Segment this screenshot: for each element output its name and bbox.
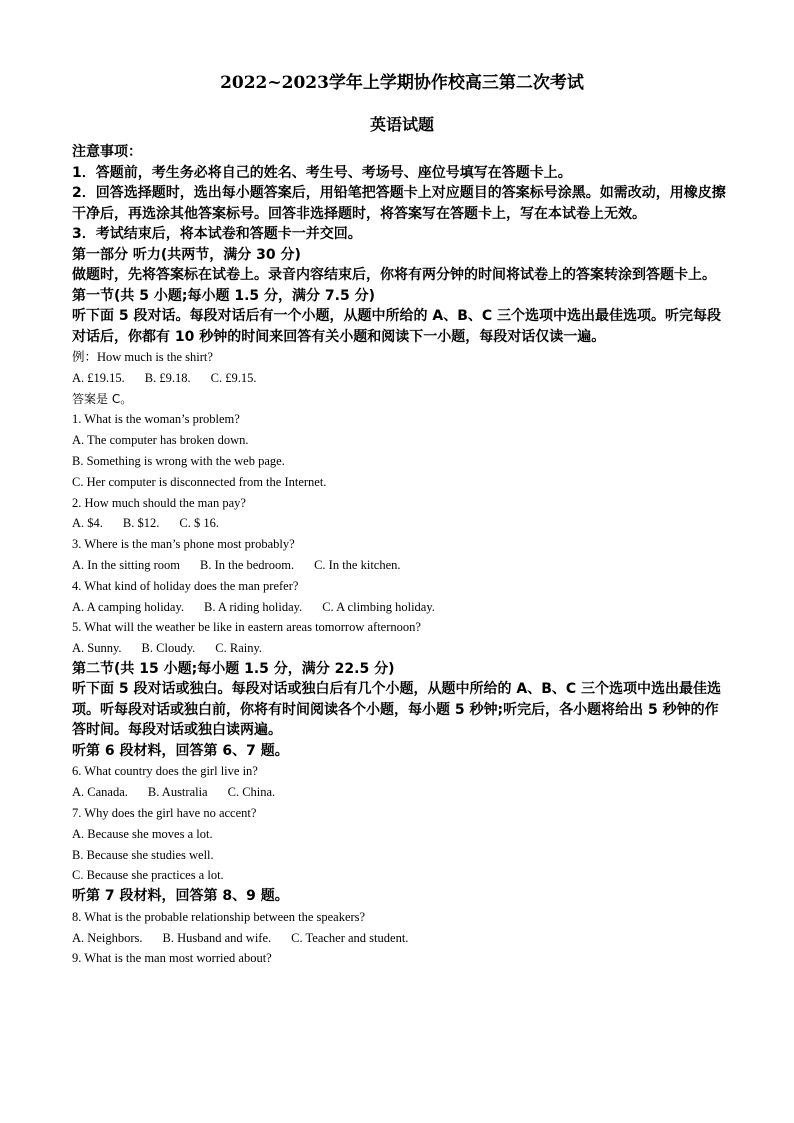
question-1-option-c: C. Her computer is disconnected from the Internet. xyxy=(72,474,327,489)
notes-item-2: 2．回答选择题时，选出每小题答案后，用铅笔把答题卡上对应题目的答案标号涂黑。如需改动，用橡皮擦干净后，再选涂其他答案标号。回答非选择题时，将答案写在答题卡上，写在本试卷上无效。 xyxy=(72,185,726,222)
example-option-b: B. £9.18. xyxy=(144,370,191,385)
example-options xyxy=(72,368,732,389)
question-5: 5. What will the weather be like in eastern areas tomorrow afternoon? xyxy=(72,620,421,635)
question-3-option-c: C. In the kitchen. xyxy=(314,557,401,572)
question-8-option-c: C. Teacher and student. xyxy=(291,930,409,945)
question-4-option-c: C. A climbing holiday. xyxy=(322,599,435,614)
question-9: 9. What is the man most worried about? xyxy=(72,951,272,966)
section1-heading: 第一节(共 5 小题;每小题 1.5 分，满分 7.5 分) xyxy=(72,287,375,304)
question-3-option-b: B. In the bedroom. xyxy=(199,557,295,572)
question-4-options xyxy=(72,597,732,618)
question-7: 7. Why does the girl have no accent? xyxy=(72,806,257,821)
section2-instruction: 听下面 5 段对话或独白。每段对话或独白后有几个小题，从题中所给的 A、B、C 三个选项中选出最佳选项。听每段对话或独白前，你将有时间阅读各个小题，每小题 5 秒钟;听完后，各小题将给出 5 秒钟的作答时间。每段对话或独白读两遍。 xyxy=(72,681,722,739)
question-3-option-a: A. In the sitting room xyxy=(72,557,180,572)
example-question: 例：How much is the shirt? xyxy=(72,350,213,364)
question-2-option-a: A. $4. xyxy=(72,516,103,531)
question-5-option-b: B. Cloudy. xyxy=(141,641,196,656)
notes-item-3: 3．考试结束后，将本试卷和答题卡一并交回。 xyxy=(72,226,362,242)
material-7-heading: 听第 7 段材料，回答第 8、9 题。 xyxy=(72,888,289,905)
part1-instruction: 做题时，先将答案标在试卷上。录音内容结束后，你将有两分钟的时间将试卷上的答案转涂到答题卡上。 xyxy=(72,267,716,283)
exam-page xyxy=(72,70,732,969)
material-6-heading: 听第 6 段材料，回答第 6、7 题。 xyxy=(72,742,289,759)
question-2-option-c: C. $ 16. xyxy=(179,516,219,531)
example-answer: 答案是 C。 xyxy=(72,391,133,406)
question-5-option-a: A. Sunny. xyxy=(72,641,122,656)
question-8-options xyxy=(72,928,732,949)
question-7-option-a: A. Because she moves a lot. xyxy=(72,826,213,841)
question-6-option-a: A. Canada. xyxy=(72,785,128,800)
section2-heading: 第二节(共 15 小题;每小题 1.5 分，满分 22.5 分) xyxy=(72,660,395,677)
question-1: 1. What is the woman’s problem? xyxy=(72,412,240,427)
question-7-option-c: C. Because she practices a lot. xyxy=(72,868,224,883)
question-8: 8. What is the probable relationship between the speakers? xyxy=(72,909,366,924)
question-7-option-b: B. Because she studies well. xyxy=(72,847,214,862)
question-5-option-c: C. Rainy. xyxy=(215,641,263,656)
question-1-option-b: B. Something is wrong with the web page. xyxy=(72,453,285,468)
page-subtitle: 英语试题 xyxy=(369,115,434,134)
question-8-option-b: B. Husband and wife. xyxy=(162,930,272,945)
section1-instruction: 听下面 5 段对话。每段对话后有一个小题，从题中所给的 A、B、C 三个选项中选出最佳选项。听完每段对话后，你都有 10 秒钟的时间来回答有关小题和阅读下一小题，每段对话仅读一遍。 xyxy=(72,308,722,345)
question-2: 2. How much should the man pay? xyxy=(72,495,246,510)
example-option-a: A. £19.15. xyxy=(72,370,125,385)
question-8-option-a: A. Neighbors. xyxy=(72,930,143,945)
question-2-options xyxy=(72,513,732,534)
question-6-option-b: B. Australia xyxy=(147,785,208,800)
page-title: 2022~2023学年上学期协作校高三第二次考试 xyxy=(220,73,584,93)
notes-heading: 注意事项： xyxy=(72,144,142,160)
question-4-option-a: A. A camping holiday. xyxy=(72,599,185,614)
question-6-options xyxy=(72,782,732,803)
question-4-option-b: B. A riding holiday. xyxy=(204,599,303,614)
question-3-options xyxy=(72,555,732,576)
part1-heading: 第一部分 听力(共两节，满分 30 分) xyxy=(72,246,301,263)
question-5-options xyxy=(72,638,732,659)
question-3: 3. Where is the man’s phone most probably? xyxy=(72,537,295,552)
question-6: 6. What country does the girl live in? xyxy=(72,764,258,779)
question-2-option-b: B. $12. xyxy=(122,516,160,531)
question-4: 4. What kind of holiday does the man prefer? xyxy=(72,578,299,593)
question-6-option-c: C. China. xyxy=(227,785,276,800)
question-1-option-a: A. The computer has broken down. xyxy=(72,433,249,448)
notes-item-1: 1．答题前，考生务必将自己的姓名、考生号、考场号、座位号填写在答题卡上。 xyxy=(72,164,572,181)
example-option-c: C. £9.15. xyxy=(210,370,257,385)
